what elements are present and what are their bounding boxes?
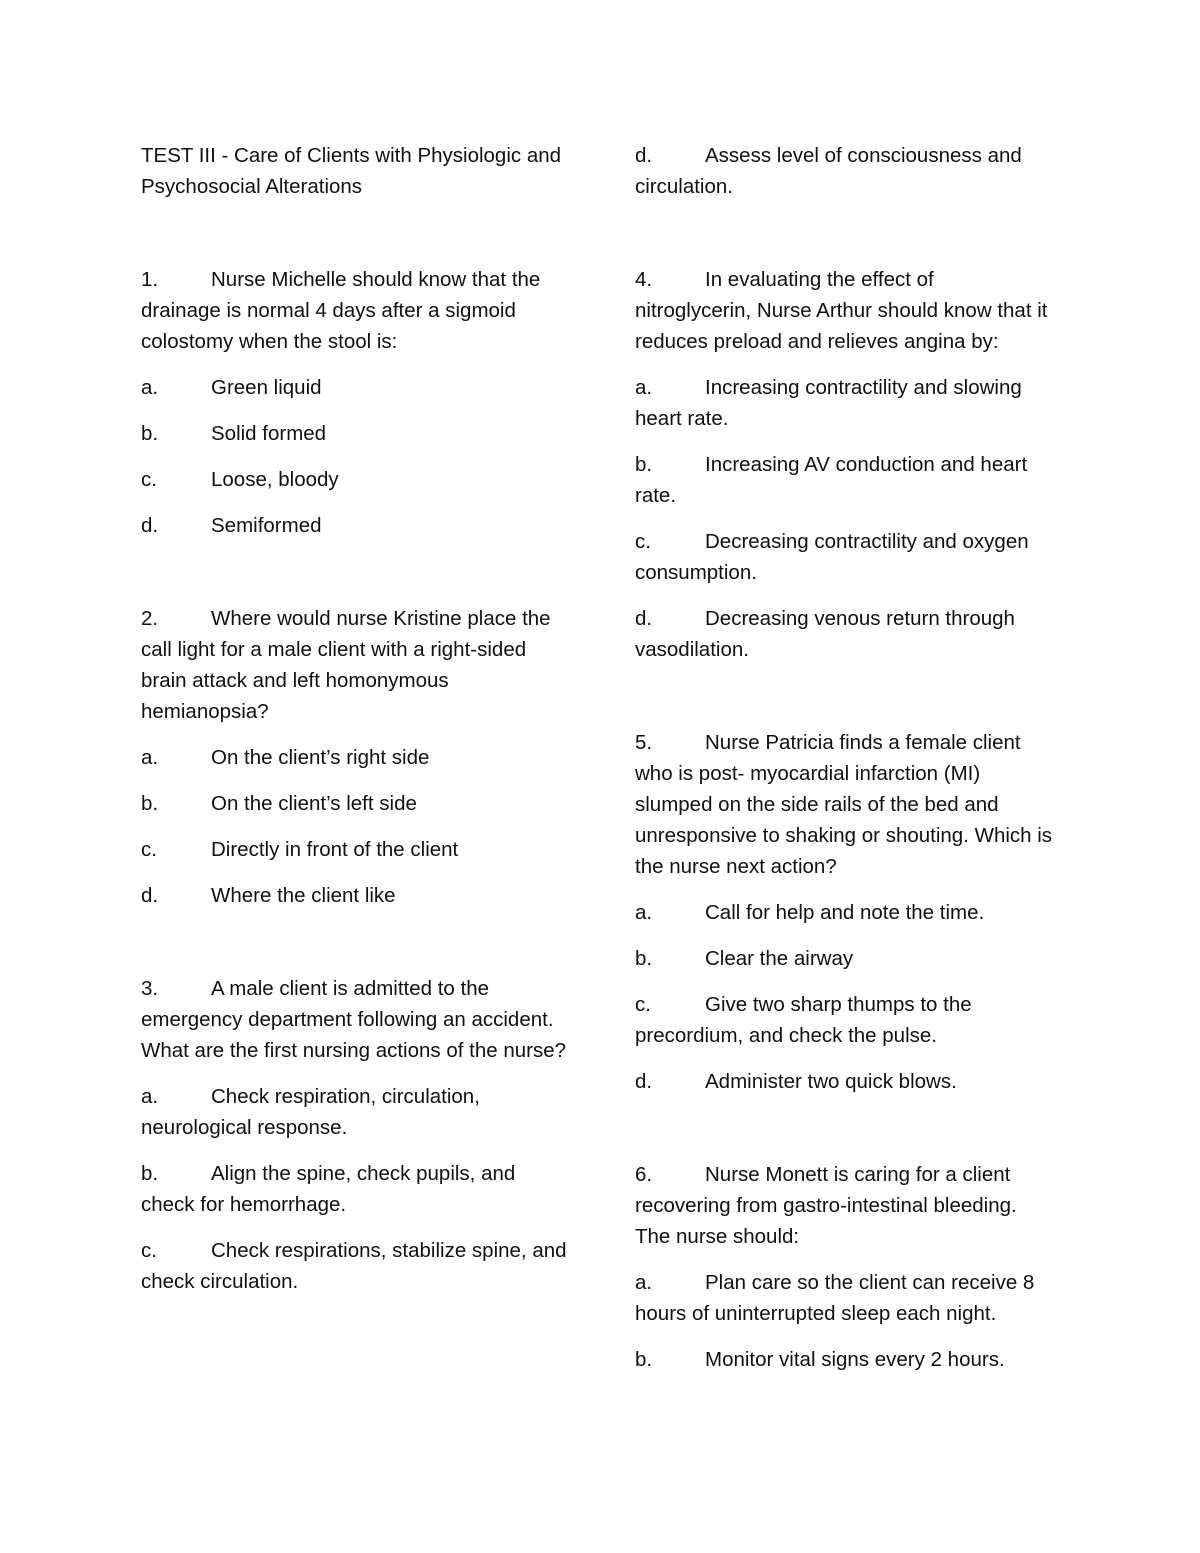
right-column xyxy=(635,140,1055,1390)
option-d: d. Where the client like xyxy=(141,884,396,907)
option-b: b. Solid formed xyxy=(141,422,327,445)
question-number: 2. xyxy=(141,607,159,630)
option-b: b. Increasing AV conduction and heart rate. xyxy=(635,453,1028,507)
option-c: c. Check respirations, stabilize spine, and check circulation. xyxy=(141,1239,567,1293)
question-4 xyxy=(635,264,1055,665)
option-a: a. Increasing contractility and slowing heart rate. xyxy=(635,376,1022,430)
question-number: 1. xyxy=(141,268,159,291)
option-a: a. Call for help and note the time. xyxy=(635,901,985,924)
option-b: b. Monitor vital signs every 2 hours. xyxy=(635,1348,1005,1371)
question-text: In evaluating the effect of nitroglycerin, Nurse Arthur should know that it reduces preload and relieves angina by: xyxy=(635,268,1048,353)
question-text: Nurse Patricia finds a female client who is post- myocardial infarction (MI) slumped on the side rails of the bed and unresponsive to shaking or shouting. Which is the nurse next action? xyxy=(635,731,1053,878)
question-1 xyxy=(141,264,573,541)
question-6 xyxy=(635,1159,1055,1375)
question-number: 4. xyxy=(635,268,653,291)
option-b: b. Align the spine, check pupils, and check for hemorrhage. xyxy=(141,1162,516,1216)
option-d: d. Administer two quick blows. xyxy=(635,1070,957,1093)
option-c: c. Give two sharp thumps to the precordium, and check the pulse. xyxy=(635,993,972,1047)
question-number: 5. xyxy=(635,731,653,754)
question-text: Nurse Monett is caring for a client recovering from gastro-intestinal bleeding. The nurse should: xyxy=(635,1163,1017,1248)
option-a: a. Plan care so the client can receive 8 hours of uninterrupted sleep each night. xyxy=(635,1271,1035,1325)
question-2 xyxy=(141,603,573,911)
option-a: a. Check respiration, circulation, neurological response. xyxy=(141,1085,480,1139)
option-d: d. Assess level of consciousness and circulation. xyxy=(635,144,1022,198)
option-b: b. On the client’s left side xyxy=(141,792,417,815)
question-number: 3. xyxy=(141,977,159,1000)
option-b: b. Clear the airway xyxy=(635,947,854,970)
option-d: d. Semiformed xyxy=(141,514,322,537)
option-c: c. Loose, bloody xyxy=(141,468,339,491)
left-column xyxy=(141,140,573,1312)
option-a: a. On the client’s right side xyxy=(141,746,430,769)
test-title: TEST III - Care of Clients with Physiologic and Psychosocial Alterations xyxy=(141,144,562,198)
question-3 xyxy=(141,973,573,1297)
option-c: c. Decreasing contractility and oxygen consumption. xyxy=(635,530,1029,584)
question-text: Nurse Michelle should know that the drainage is normal 4 days after a sigmoid colostomy when the stool is: xyxy=(141,268,541,353)
question-text: A male client is admitted to the emergency department following an accident. What are the first nursing actions of the nurse? xyxy=(141,977,567,1062)
option-d: d. Decreasing venous return through vasodilation. xyxy=(635,607,1015,661)
question-number: 6. xyxy=(635,1163,653,1186)
question-text: Where would nurse Kristine place the call light for a male client with a right-sided brain attack and left homonymous hemianopsia? xyxy=(141,607,551,723)
option-a: a. Green liquid xyxy=(141,376,322,399)
option-c: c. Directly in front of the client xyxy=(141,838,459,861)
question-5 xyxy=(635,727,1055,1097)
